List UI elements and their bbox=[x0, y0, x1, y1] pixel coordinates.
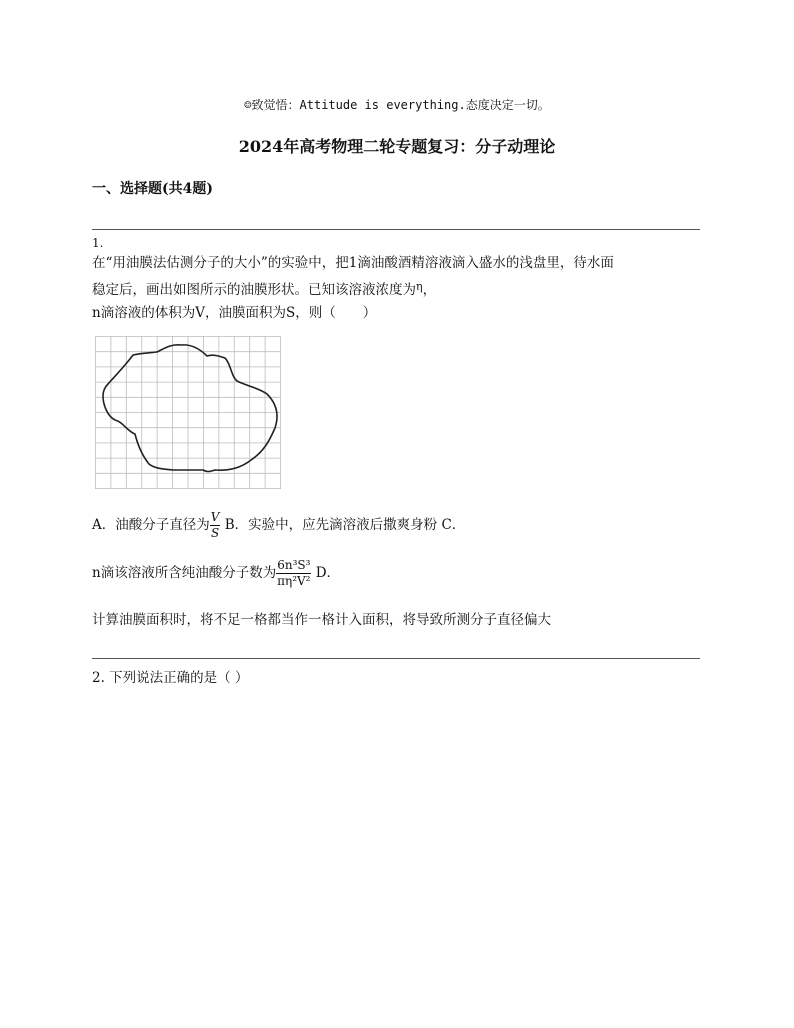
option-row-2 bbox=[92, 558, 704, 589]
document-title: 2024年高考物理二轮专题复习：分子动理论 bbox=[238, 137, 556, 156]
option-row-1 bbox=[92, 510, 704, 541]
divider bbox=[92, 658, 700, 659]
option-a-text: A．油酸分子直径为 bbox=[92, 517, 210, 533]
question-text-line: 在“用油膜法估测分子的大小”的实验中，把1滴油酸酒精溶液滴入盛水的浅盘里，待水面 bbox=[92, 255, 614, 271]
option-d-text: 计算油膜面积时，将不足一格都当作一格计入面积，将导致所测分子直径偏大 bbox=[92, 612, 551, 628]
fraction-molecule-count bbox=[276, 558, 311, 589]
divider bbox=[92, 229, 700, 230]
question-number: 1. bbox=[92, 236, 104, 250]
question-text-fragment: 稳定后，画出如图所示的油膜形状。已知该溶液浓度为 bbox=[92, 282, 416, 298]
option-b-text: B．实验中，应先滴溶液后撒爽身粉 bbox=[224, 517, 438, 533]
question-text-fragment: ， bbox=[422, 282, 437, 298]
option-c-text: n滴该溶液所含纯油酸分子数为 bbox=[92, 565, 277, 581]
section-heading: 一、选择题(共4题) bbox=[92, 181, 213, 197]
fraction-numerator: 6n³S³ bbox=[277, 558, 311, 572]
question-text-line bbox=[92, 275, 704, 302]
oil-film-figure bbox=[95, 336, 281, 489]
motto-header: ☺致觉悟：Attitude is everything.态度决定一切。 bbox=[244, 98, 550, 112]
question-2: 2. 下列说法正确的是（ ） bbox=[92, 670, 249, 686]
fraction-denominator: πη²V² bbox=[277, 574, 311, 588]
question-text-line: n滴溶液的体积为V，油膜面积为S，则（ ） bbox=[92, 305, 377, 321]
fraction-denominator: S bbox=[210, 526, 220, 540]
eta-symbol: η bbox=[416, 280, 423, 293]
oil-film-outline bbox=[103, 345, 277, 472]
grid-lines bbox=[95, 336, 281, 489]
option-d-label: D． bbox=[315, 565, 341, 581]
question-1 bbox=[92, 236, 704, 325]
option-c-label: C． bbox=[441, 517, 466, 533]
fraction-v-over-s bbox=[210, 510, 221, 541]
fraction-numerator: V bbox=[210, 510, 220, 524]
